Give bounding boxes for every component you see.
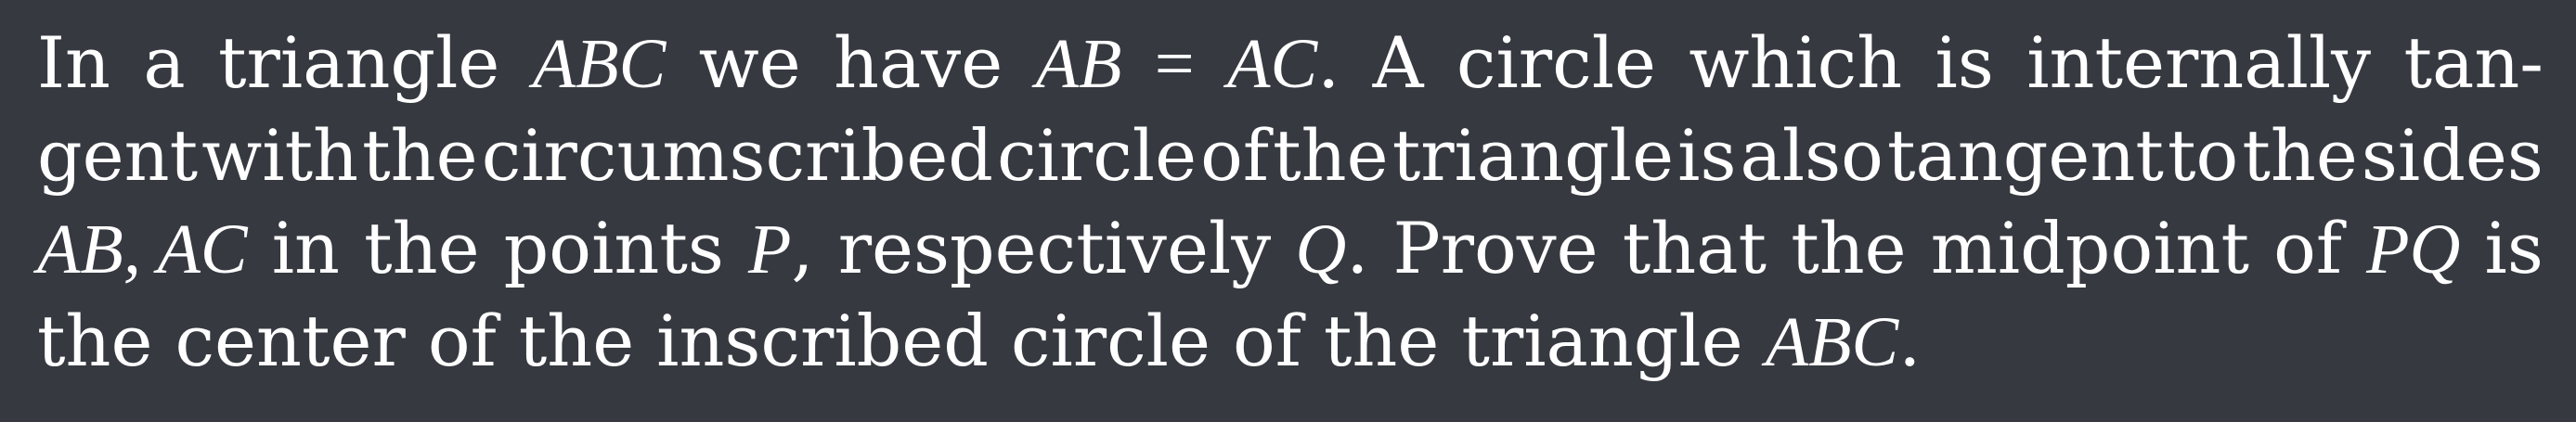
math-expression: P	[747, 211, 792, 288]
problem-word	[1392, 109, 1674, 202]
problem-word	[997, 109, 1197, 202]
problem-word	[748, 202, 814, 296]
problem-word	[143, 17, 185, 109]
problem-word	[838, 202, 1272, 295]
problem-word	[272, 202, 340, 295]
problem-word	[1392, 202, 1598, 295]
problem-word	[1227, 17, 1340, 110]
word: triangle	[218, 21, 500, 104]
math-expression: =	[1154, 25, 1195, 103]
problem-word	[2273, 202, 2342, 295]
math-expression: PQ	[2366, 211, 2461, 288]
problem-word	[1036, 17, 1122, 110]
punctuation: .	[1898, 300, 1922, 382]
word: to	[2167, 114, 2239, 197]
math-expression: AB	[1035, 25, 1122, 103]
problem-line-1	[37, 17, 2544, 109]
problem-word	[175, 295, 405, 388]
problem-word	[364, 202, 479, 295]
problem-word	[362, 109, 477, 202]
problem-word	[1677, 109, 1736, 202]
word: sides	[2361, 114, 2544, 197]
word: is	[1935, 21, 1994, 104]
problem-word	[1931, 202, 2249, 295]
problem-word	[218, 17, 499, 109]
problem-word	[1766, 295, 1922, 389]
problem-word	[2403, 17, 2543, 109]
problem-word	[37, 109, 198, 202]
word: we	[698, 21, 801, 104]
problem-word	[2026, 17, 2371, 109]
problem-word	[482, 109, 993, 202]
word: circle	[1010, 300, 1210, 382]
problem-word	[1273, 109, 1388, 202]
word: inscribed	[656, 300, 989, 382]
word: tangent	[1886, 114, 2164, 197]
problem-word	[201, 109, 358, 202]
problem-line-4	[37, 295, 2544, 388]
problem-word	[1456, 17, 1656, 109]
problem-word	[2362, 109, 2544, 202]
word: with	[201, 114, 359, 197]
problem-word	[1324, 295, 1439, 388]
problem-word	[37, 17, 110, 109]
word: the	[1273, 114, 1389, 197]
problem-word	[428, 295, 497, 388]
problem-word	[1155, 17, 1195, 110]
word: gent	[37, 114, 199, 197]
word: the	[364, 207, 480, 289]
word: of	[1232, 300, 1301, 382]
word: the	[1323, 300, 1440, 382]
word: which	[1689, 21, 1903, 104]
problem-word	[1689, 17, 1902, 109]
word: triangle	[1461, 300, 1743, 382]
problem-word	[533, 17, 667, 110]
math-expression: Q	[1295, 211, 1347, 288]
math-expression: AC	[1227, 25, 1318, 103]
word: the	[518, 300, 635, 382]
word: respectively	[837, 207, 1272, 289]
word: also	[1740, 114, 1883, 197]
problem-word	[2366, 202, 2460, 296]
word: circle	[1456, 21, 1656, 104]
word: tan-	[2403, 21, 2544, 104]
problem-word	[2485, 202, 2544, 295]
word: of	[427, 300, 497, 382]
word: A	[1372, 21, 1424, 104]
word: is	[2484, 207, 2544, 289]
problem-word	[1791, 202, 1906, 295]
math-expression: AB, AC	[37, 211, 248, 288]
word: Prove	[1392, 207, 1599, 289]
problem-word	[1233, 295, 1301, 388]
word: the	[37, 300, 153, 382]
word: have	[834, 21, 1003, 104]
problem-word	[656, 295, 989, 388]
word: circumscribed	[481, 114, 993, 197]
word: internally	[2026, 21, 2372, 104]
problem-word	[37, 295, 152, 388]
math-expression: ABC	[532, 25, 667, 103]
problem-line-3	[37, 202, 2544, 295]
problem-word	[37, 202, 248, 296]
word: the	[2242, 114, 2358, 197]
problem-word	[1741, 109, 1883, 202]
word: In	[37, 21, 110, 104]
punctuation: .	[1346, 207, 1369, 289]
word: of	[1200, 114, 1270, 197]
word: that	[1622, 207, 1767, 289]
math-expression: ABC	[1765, 303, 1899, 381]
problem-word	[1623, 202, 1767, 295]
problem-word	[1295, 202, 1368, 296]
problem-word	[519, 295, 634, 388]
word: in	[271, 207, 340, 289]
problem-word	[1011, 295, 1210, 388]
word: midpoint	[1930, 207, 2249, 289]
problem-line-2	[37, 109, 2544, 202]
problem-word	[1200, 109, 1269, 202]
problem-word	[1935, 17, 1994, 109]
problem-word	[834, 17, 1003, 109]
problem-word	[2242, 109, 2357, 202]
word: a	[143, 21, 186, 104]
problem-word	[2168, 109, 2238, 202]
word: center	[175, 300, 406, 382]
word: the	[1791, 207, 1907, 289]
word: the	[362, 114, 478, 197]
problem-statement	[37, 17, 2544, 388]
problem-word	[504, 202, 724, 295]
word: points	[503, 207, 724, 289]
word: circle	[997, 114, 1197, 197]
word: of	[2273, 207, 2342, 289]
problem-word	[699, 17, 801, 109]
problem-word	[1887, 109, 2164, 202]
problem-word	[1373, 17, 1424, 109]
word: triangle	[1392, 114, 1675, 197]
punctuation: .	[1317, 21, 1340, 104]
word: is	[1677, 114, 1737, 197]
problem-word	[1461, 295, 1742, 388]
punctuation: ,	[791, 207, 814, 289]
